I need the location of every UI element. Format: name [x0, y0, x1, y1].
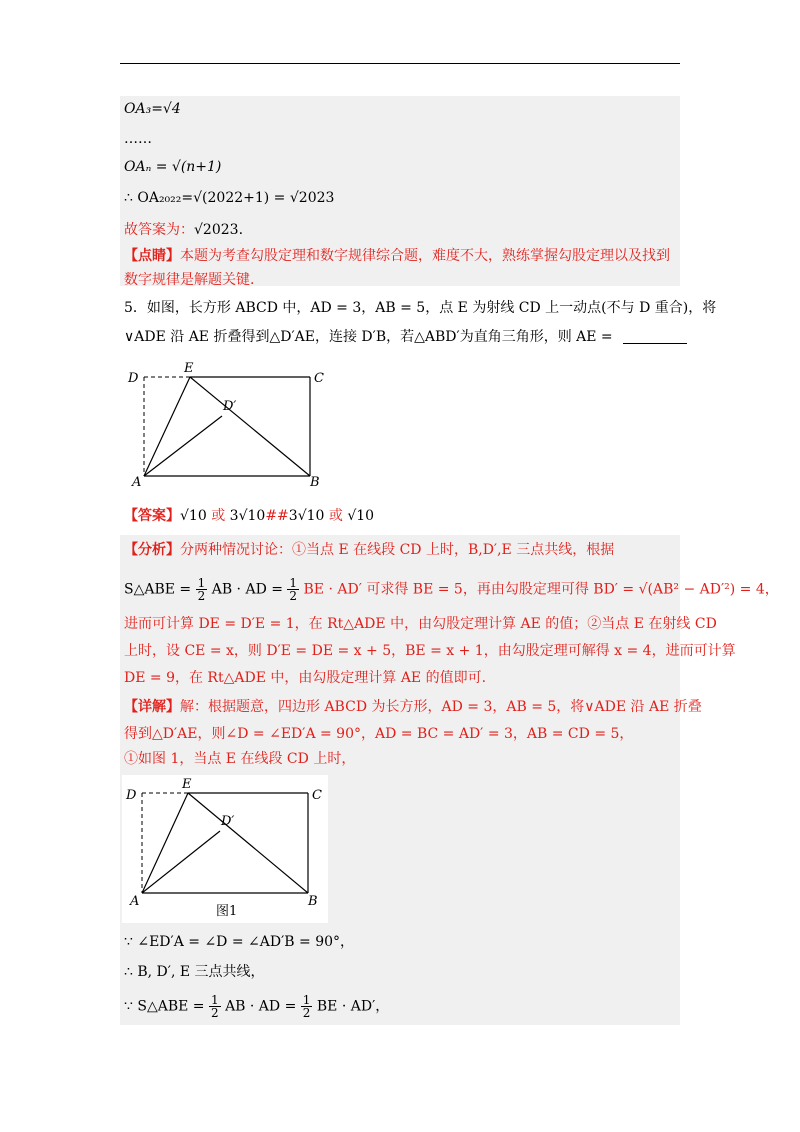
fig-label-e: E: [184, 361, 194, 376]
fraction-half-3: $\frac{1}{2}$: [210, 993, 219, 1020]
answer-or-1: 或: [211, 508, 226, 524]
fig1-line-ae: [142, 793, 188, 893]
fig1-line-adp: [142, 831, 220, 893]
analysis-line-5: DE = 9，在 Rt△ADE 中，由勾股定理计算 AE 的值即可.: [124, 670, 487, 686]
analysis-line-4: 上时，设 CE = x，则 D′E = DE = x + 5，BE = x + 1，由勾股定理可解得 x = 4，进而可计算: [124, 643, 736, 659]
answer-tag: 【答案】: [124, 508, 180, 524]
detail-tag: 【详解】: [124, 699, 180, 715]
answer-1: √10: [180, 508, 207, 524]
fig1-label-a: A: [130, 894, 140, 909]
fig1-line-eb: [188, 793, 308, 893]
fig1-label-e: E: [182, 777, 192, 792]
answer-3: 3√10: [288, 508, 325, 524]
analysis-ab-ad: AB · AD =: [211, 581, 283, 598]
analysis-text-2: BE · AD′ 可求得 BE = 5，再由勾股定理可得 BD′ = √(AB² − AD′²) = 4，: [303, 581, 779, 598]
fig1-caption: 图1: [216, 904, 238, 919]
detail-figure: [118, 775, 332, 923]
detail-ab-ad: AB · AD =: [225, 998, 297, 1015]
answer-or-2: 或: [328, 508, 343, 524]
question-5-line-1: 5．如图，长方形 ABCD 中，AD = 3，AB = 5，点 E 为射线 CD 上一动点(不与 D 重合)，将: [124, 300, 717, 316]
tip-text-2: 数字规律是解题关键.: [124, 272, 255, 288]
line-oan: OAₙ = √(n+1): [124, 159, 222, 175]
fig1-label-c: C: [312, 788, 322, 803]
fig-label-d: D: [128, 371, 139, 386]
detail-line-3: ①如图 1，当点 E 在线段 CD 上时，: [124, 751, 356, 767]
tip-text-1: 本题为考查勾股定理和数字规律综合题，难度不大，熟练掌握勾股定理以及找到: [180, 248, 670, 264]
detail-line-1: [124, 697, 702, 717]
answer-blank: [623, 329, 687, 344]
question-5-line-2: [124, 327, 687, 347]
fig-label-a: A: [132, 475, 142, 490]
question-figure: [118, 358, 338, 490]
answer-4: √10: [347, 508, 375, 524]
line-ellipsis: ……: [124, 131, 152, 147]
final-answer-value: √2023: [194, 222, 239, 238]
fig-label-dp: D′: [223, 399, 237, 414]
detail-be-adp: BE · AD′，: [316, 998, 390, 1015]
analysis-area-expr: S△ABE =: [124, 581, 192, 598]
tip-line-1: [124, 246, 670, 266]
header-rule: [120, 63, 680, 64]
line-oa3: OA₃=√4: [124, 101, 181, 117]
fig1-label-dp: D′: [221, 814, 235, 829]
detail-line-4: ∵ ∠ED′A = ∠D = ∠AD′B = 90°，: [124, 934, 355, 950]
final-answer-line: 故答案为：√2023.: [124, 222, 244, 238]
tip-tag: 【点睛】: [124, 248, 180, 264]
answer-sep: ##: [265, 508, 289, 524]
analysis-line-3: 进而可计算 DE = D′E = 1，在 Rt△ADE 中，由勾股定理计算 AE 的值；②当点 E 在射线 CD: [124, 616, 717, 632]
answer-2: 3√10: [229, 508, 266, 524]
fig-label-b: B: [310, 475, 320, 490]
detail-text-1: 解：根据题意，四边形 ABCD 为长方形，AD = 3，AB = 5，将∨ADE 沿 AE 折叠: [180, 699, 702, 715]
fraction-half-2: $\frac{1}{2}$: [289, 576, 298, 603]
analysis-text-1: 分两种情况讨论：①当点 E 在线段 CD 上时，B,D′,E 三点共线，根据: [180, 542, 615, 558]
line-oa2022: ∴ OA₂₀₂₂=√(2022+1) = √2023: [124, 190, 335, 206]
analysis-tag: 【分析】: [124, 542, 180, 558]
analysis-line-1: [124, 540, 614, 560]
detail-line-2: 得到△D′AE，则∠D = ∠ED′A = 90°，AD = BC = AD′ = 3，AB = CD = 5，: [124, 726, 634, 742]
analysis-line-2: [124, 577, 779, 602]
question-5-text-2: ∨ADE 沿 AE 折叠得到△D′AE，连接 D′B，若△ABD′为直角三角形，则 AE =: [124, 329, 613, 345]
final-answer-label: 故答案为：: [124, 222, 194, 238]
fig1-label-b: B: [308, 894, 318, 909]
detail-line-6: [124, 994, 389, 1019]
fig-label-c: C: [314, 371, 324, 386]
fraction-half-4: $\frac{1}{2}$: [302, 993, 311, 1020]
detail-line-5: ∴ B, D′, E 三点共线，: [124, 964, 265, 980]
answer-line: [124, 506, 374, 526]
fig1-label-d: D: [126, 788, 137, 803]
fig-line-ae: [144, 377, 190, 476]
fig-line-adp: [144, 416, 222, 476]
detail-area-expr: ∵ S△ABE =: [124, 998, 205, 1015]
fraction-half-1: $\frac{1}{2}$: [197, 576, 206, 603]
